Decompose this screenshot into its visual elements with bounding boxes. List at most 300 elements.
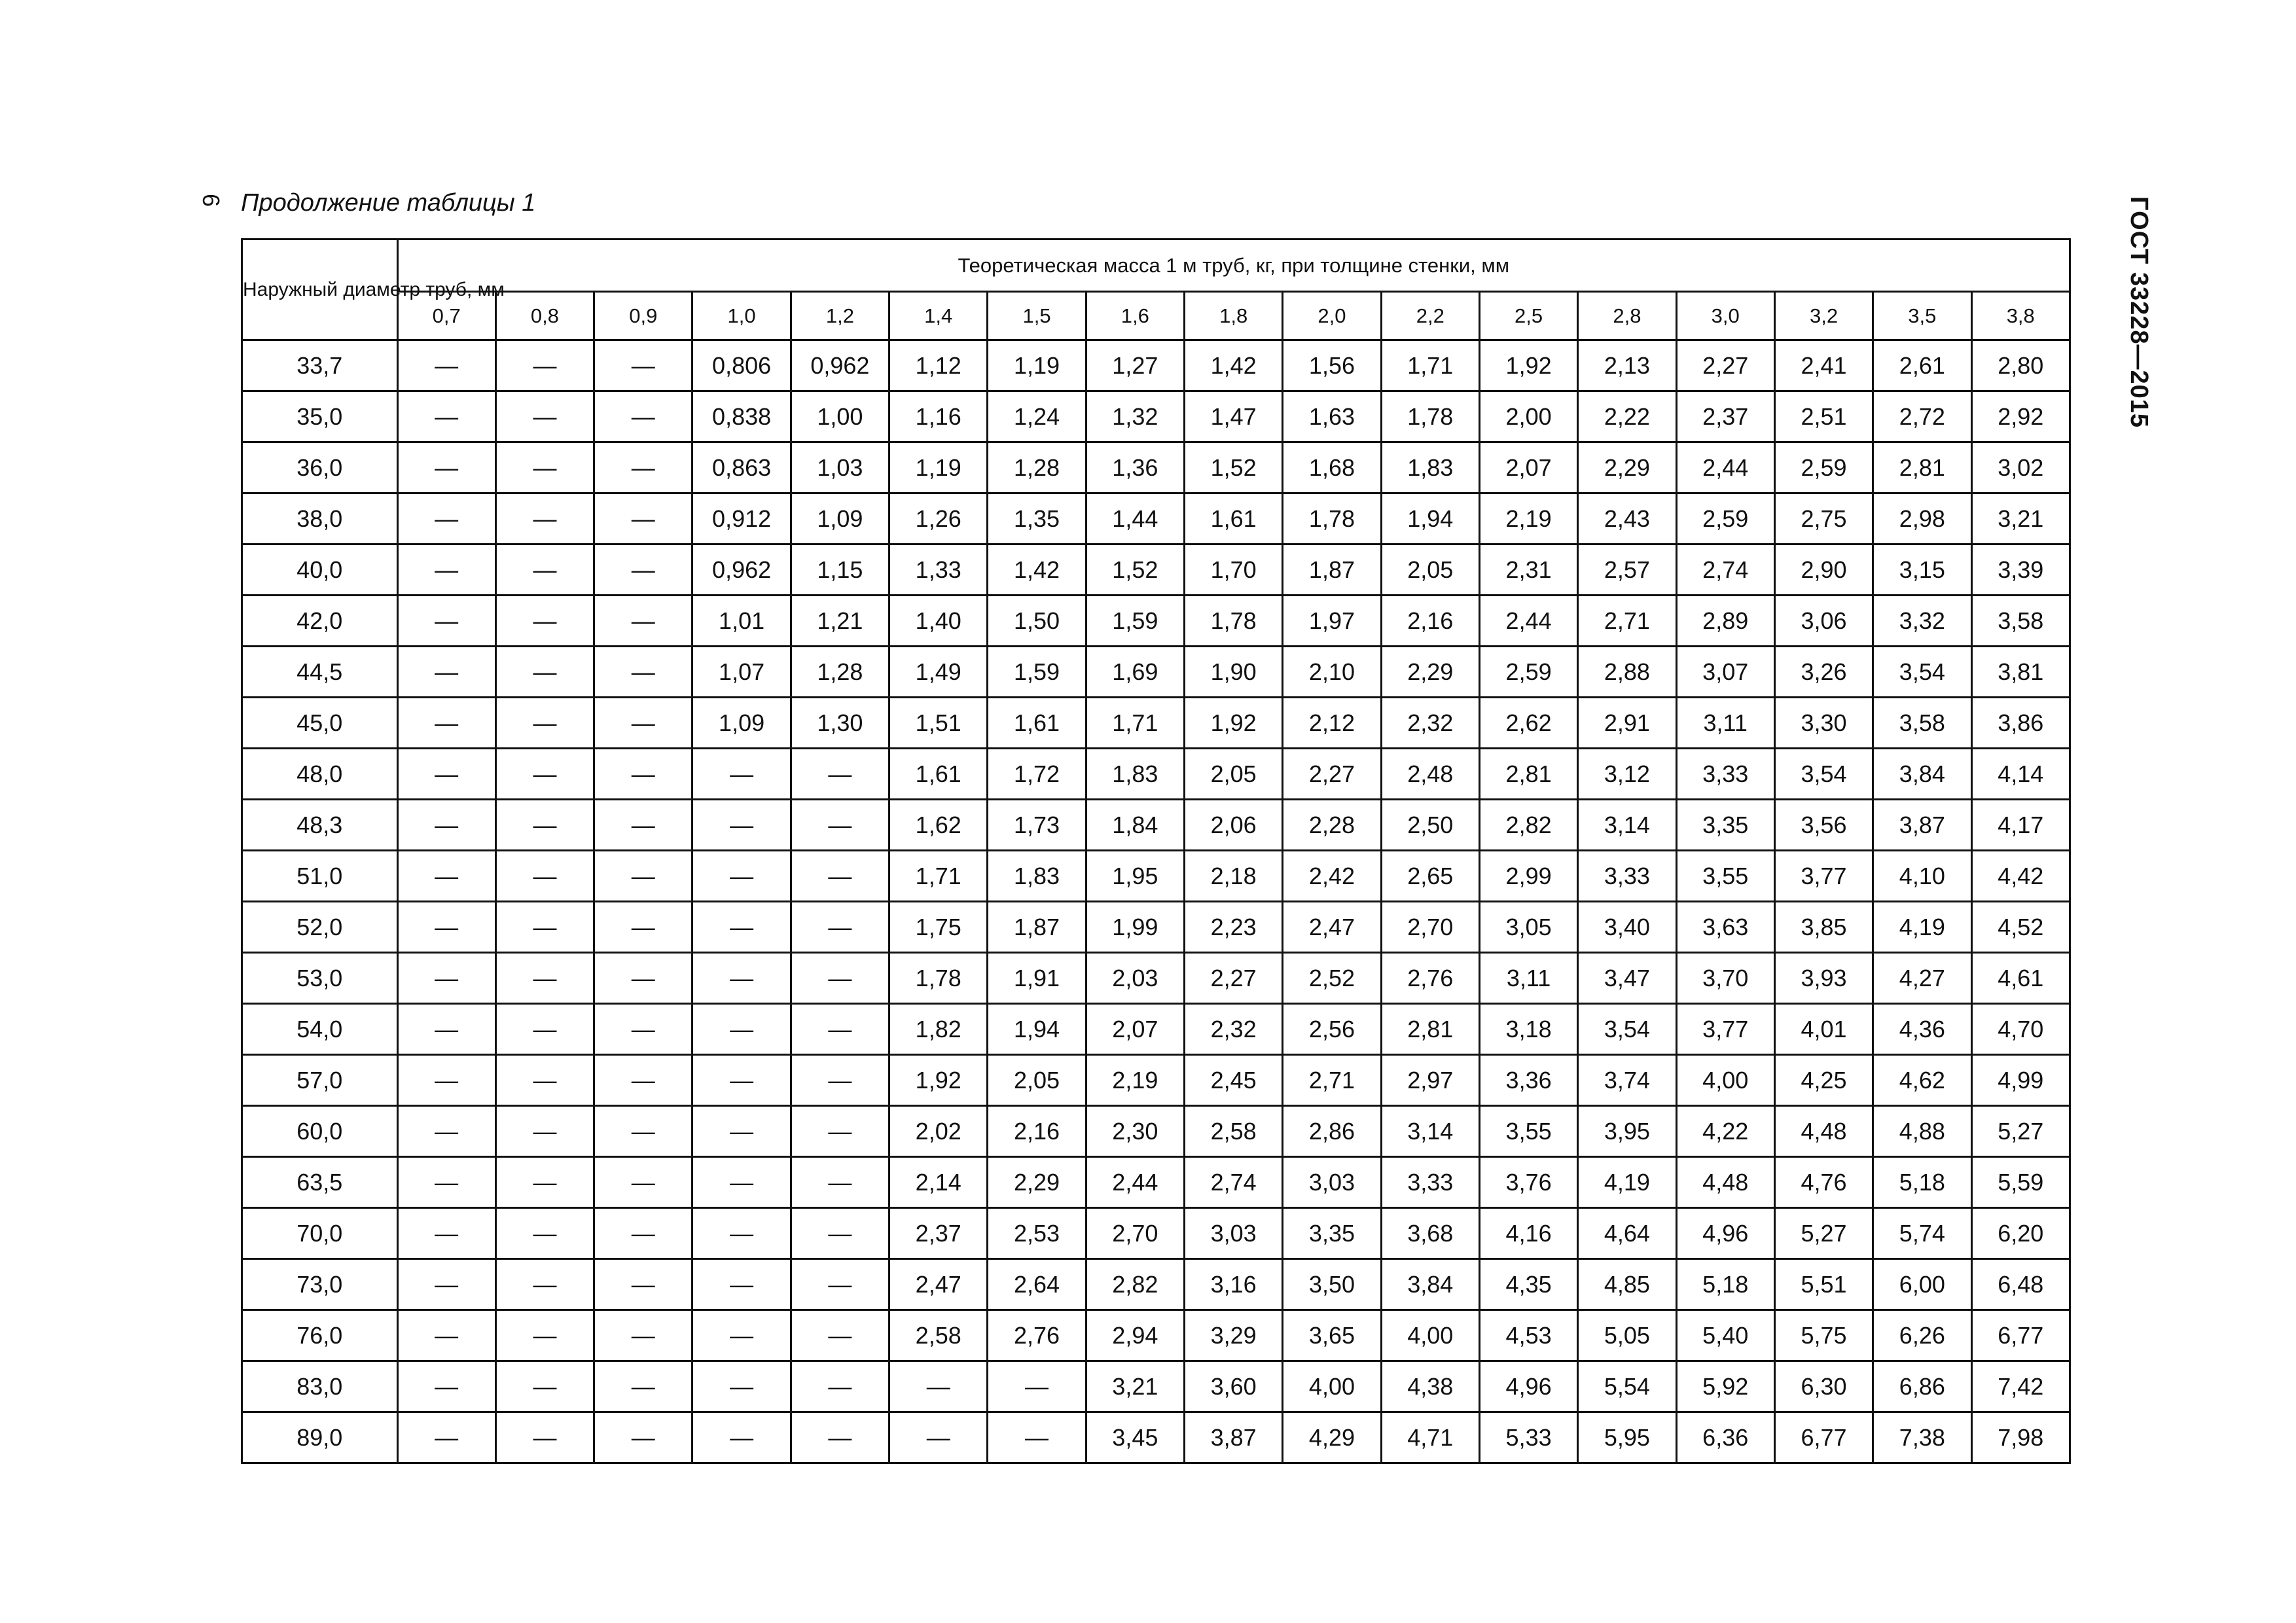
mass-cell: 4,00	[1676, 1055, 1774, 1106]
mass-cell: 2,82	[1086, 1259, 1184, 1310]
mass-cell: 1,44	[1086, 493, 1184, 544]
mass-cell: 1,68	[1283, 442, 1381, 493]
mass-cell: 4,19	[1873, 902, 1971, 953]
mass-cell: 1,52	[1086, 544, 1184, 596]
mass-cell: 2,05	[988, 1055, 1086, 1106]
mass-cell: —	[397, 544, 495, 596]
mass-cell: 1,24	[988, 391, 1086, 442]
mass-cell: 1,51	[889, 698, 988, 749]
mass-cell: 1,70	[1185, 544, 1283, 596]
mass-cell: 2,58	[1185, 1106, 1283, 1157]
mass-cell: —	[692, 1157, 791, 1208]
thickness-header-cell: 2,8	[1578, 292, 1676, 340]
mass-cell: —	[495, 851, 594, 902]
mass-cell: 2,58	[889, 1310, 988, 1361]
mass-cell: 5,18	[1676, 1259, 1774, 1310]
mass-cell: 1,71	[889, 851, 988, 902]
table-row	[242, 1106, 2070, 1157]
mass-cell: 2,28	[1283, 800, 1381, 851]
mass-cell: —	[692, 1004, 791, 1055]
mass-cell: —	[594, 1310, 692, 1361]
mass-cell: 3,65	[1283, 1310, 1381, 1361]
mass-cell: —	[889, 1412, 988, 1463]
mass-cell: —	[988, 1361, 1086, 1412]
mass-cell: 1,90	[1185, 647, 1283, 698]
table-row	[242, 749, 2070, 800]
table-row	[242, 647, 2070, 698]
mass-cell: 3,11	[1479, 953, 1577, 1004]
mass-cell: —	[791, 1361, 889, 1412]
mass-cell: 2,88	[1578, 647, 1676, 698]
mass-cell: 5,75	[1774, 1310, 1873, 1361]
mass-cell: 2,45	[1185, 1055, 1283, 1106]
thickness-header-cell: 3,8	[1971, 292, 2070, 340]
mass-cell: —	[495, 442, 594, 493]
mass-cell: 1,71	[1086, 698, 1184, 749]
mass-cell: 2,27	[1185, 953, 1283, 1004]
mass-cell: 3,18	[1479, 1004, 1577, 1055]
diameter-cell: 35,0	[242, 391, 398, 442]
mass-cell: 1,95	[1086, 851, 1184, 902]
mass-cell: —	[692, 1310, 791, 1361]
mass-cell: 2,74	[1676, 544, 1774, 596]
thickness-header-row	[242, 292, 2070, 340]
mass-cell: 5,18	[1873, 1157, 1971, 1208]
mass-cell: 2,19	[1479, 493, 1577, 544]
mass-cell: 4,88	[1873, 1106, 1971, 1157]
mass-cell: 1,82	[889, 1004, 988, 1055]
mass-cell: 4,36	[1873, 1004, 1971, 1055]
mass-cell: —	[397, 1259, 495, 1310]
mass-cell: 3,58	[1971, 596, 2070, 647]
mass-cell: 4,29	[1283, 1412, 1381, 1463]
mass-cell: —	[692, 953, 791, 1004]
mass-cell: 1,49	[889, 647, 988, 698]
mass-cell: 2,59	[1676, 493, 1774, 544]
mass-cell: 3,74	[1578, 1055, 1676, 1106]
mass-cell: 2,99	[1479, 851, 1577, 902]
mass-cell: 3,68	[1381, 1208, 1479, 1259]
mass-cell: 1,59	[1086, 596, 1184, 647]
mass-cell: 2,44	[1676, 442, 1774, 493]
mass-cell: 2,59	[1479, 647, 1577, 698]
mass-cell: —	[397, 1310, 495, 1361]
mass-cell: 3,33	[1578, 851, 1676, 902]
mass-cell: —	[791, 1208, 889, 1259]
document-code: ГОСТ 33228—2015	[2125, 196, 2153, 429]
mass-cell: —	[594, 391, 692, 442]
mass-cell: 2,76	[988, 1310, 1086, 1361]
table-row	[242, 1361, 2070, 1412]
mass-cell: —	[397, 800, 495, 851]
mass-cell: —	[495, 1412, 594, 1463]
mass-cell: 4,16	[1479, 1208, 1577, 1259]
mass-cell: —	[692, 1208, 791, 1259]
mass-cell: 3,56	[1774, 800, 1873, 851]
mass-cell: 1,30	[791, 698, 889, 749]
mass-cell: 1,92	[1479, 340, 1577, 391]
mass-cell: 4,27	[1873, 953, 1971, 1004]
mass-cell: 2,32	[1381, 698, 1479, 749]
mass-cell: 0,806	[692, 340, 791, 391]
mass-cell: —	[495, 596, 594, 647]
mass-cell: 2,91	[1578, 698, 1676, 749]
mass-cell: 1,40	[889, 596, 988, 647]
mass-cell: 2,89	[1676, 596, 1774, 647]
diameter-cell: 76,0	[242, 1310, 398, 1361]
mass-cell: —	[397, 1004, 495, 1055]
mass-cell: 1,83	[1381, 442, 1479, 493]
mass-cell: 5,74	[1873, 1208, 1971, 1259]
mass-cell: 3,85	[1774, 902, 1873, 953]
mass-cell: —	[397, 1106, 495, 1157]
mass-cell: 4,76	[1774, 1157, 1873, 1208]
mass-cell: —	[594, 1106, 692, 1157]
mass-cell: 4,53	[1479, 1310, 1577, 1361]
diameter-cell: 40,0	[242, 544, 398, 596]
mass-cell: 2,16	[988, 1106, 1086, 1157]
table-row	[242, 1157, 2070, 1208]
mass-cell: 4,96	[1676, 1208, 1774, 1259]
mass-cell: 2,32	[1185, 1004, 1283, 1055]
mass-cell: 3,54	[1578, 1004, 1676, 1055]
mass-cell: 4,25	[1774, 1055, 1873, 1106]
thickness-header-cell: 3,5	[1873, 292, 1971, 340]
mass-cell: 3,76	[1479, 1157, 1577, 1208]
mass-cell: —	[397, 851, 495, 902]
mass-cell: 5,40	[1676, 1310, 1774, 1361]
mass-cell: —	[495, 391, 594, 442]
mass-cell: 3,35	[1676, 800, 1774, 851]
mass-cell: —	[692, 749, 791, 800]
mass-cell: —	[495, 544, 594, 596]
mass-cell: 3,87	[1873, 800, 1971, 851]
mass-cell: —	[495, 493, 594, 544]
mass-cell: 2,31	[1479, 544, 1577, 596]
mass-cell: 5,92	[1676, 1361, 1774, 1412]
mass-cell: —	[397, 1157, 495, 1208]
mass-cell: 3,33	[1676, 749, 1774, 800]
mass-cell: 4,14	[1971, 749, 2070, 800]
mass-cell: —	[397, 647, 495, 698]
mass-cell: 2,41	[1774, 340, 1873, 391]
mass-cell: 2,82	[1479, 800, 1577, 851]
thickness-header-cell: 1,2	[791, 292, 889, 340]
mass-cell: 2,44	[1086, 1157, 1184, 1208]
diameter-cell: 70,0	[242, 1208, 398, 1259]
mass-cell: 2,70	[1381, 902, 1479, 953]
mass-cell: 2,53	[988, 1208, 1086, 1259]
mass-cell: 4,42	[1971, 851, 2070, 902]
mass-cell: 4,99	[1971, 1055, 2070, 1106]
mass-cell: —	[594, 1259, 692, 1310]
mass-cell: —	[594, 800, 692, 851]
mass-cell: 2,12	[1283, 698, 1381, 749]
mass-cell: 2,10	[1283, 647, 1381, 698]
diameter-cell: 89,0	[242, 1412, 398, 1463]
mass-cell: 2,50	[1381, 800, 1479, 851]
diameter-cell: 38,0	[242, 493, 398, 544]
mass-cell: 1,61	[988, 698, 1086, 749]
mass-cell: 1,00	[791, 391, 889, 442]
diameter-cell: 33,7	[242, 340, 398, 391]
mass-cell: —	[988, 1412, 1086, 1463]
mass-cell: —	[594, 749, 692, 800]
mass-cell: 3,47	[1578, 953, 1676, 1004]
mass-cell: 1,47	[1185, 391, 1283, 442]
mass-cell: 7,38	[1873, 1412, 1971, 1463]
mass-cell: —	[594, 647, 692, 698]
mass-cell: 1,78	[1283, 493, 1381, 544]
mass-cell: 4,17	[1971, 800, 2070, 851]
mass-cell: 1,61	[1185, 493, 1283, 544]
mass-cell: —	[397, 749, 495, 800]
table-row	[242, 544, 2070, 596]
mass-cell: 3,55	[1479, 1106, 1577, 1157]
mass-cell: 3,06	[1774, 596, 1873, 647]
mass-cell: 2,97	[1381, 1055, 1479, 1106]
mass-cell: 1,72	[988, 749, 1086, 800]
diameter-cell: 45,0	[242, 698, 398, 749]
mass-cell: —	[495, 1106, 594, 1157]
mass-cell: 1,63	[1283, 391, 1381, 442]
mass-cell: 1,16	[889, 391, 988, 442]
thickness-header-cell: 3,2	[1774, 292, 1873, 340]
mass-cell: 2,81	[1873, 442, 1971, 493]
mass-cell: 2,29	[1381, 647, 1479, 698]
mass-cell: 3,63	[1676, 902, 1774, 953]
mass-cell: 2,81	[1381, 1004, 1479, 1055]
thickness-header-cell: 3,0	[1676, 292, 1774, 340]
mass-cell: 3,77	[1774, 851, 1873, 902]
mass-cell: 7,42	[1971, 1361, 2070, 1412]
mass-cell: —	[791, 1055, 889, 1106]
mass-cell: —	[495, 1310, 594, 1361]
mass-cell: —	[594, 698, 692, 749]
thickness-header-cell: 0,8	[495, 292, 594, 340]
thickness-header-cell: 0,7	[397, 292, 495, 340]
table-row	[242, 340, 2070, 391]
mass-cell: 2,43	[1578, 493, 1676, 544]
diameter-cell: 36,0	[242, 442, 398, 493]
mass-cell: 4,19	[1578, 1157, 1676, 1208]
mass-cell: 6,77	[1971, 1310, 2070, 1361]
mass-cell: 1,83	[1086, 749, 1184, 800]
mass-cell: 3,32	[1873, 596, 1971, 647]
mass-cell: 4,85	[1578, 1259, 1676, 1310]
mass-cell: 1,83	[988, 851, 1086, 902]
mass-cell: 1,78	[889, 953, 988, 1004]
mass-cell: —	[495, 800, 594, 851]
mass-cell: —	[594, 340, 692, 391]
mass-cell: 2,72	[1873, 391, 1971, 442]
mass-cell: 6,00	[1873, 1259, 1971, 1310]
mass-cell: 2,05	[1185, 749, 1283, 800]
table-row	[242, 596, 2070, 647]
mass-cell: —	[397, 1361, 495, 1412]
mass-cell: —	[495, 749, 594, 800]
mass-cell: —	[495, 1361, 594, 1412]
table-row	[242, 953, 2070, 1004]
mass-cell: 3,16	[1185, 1259, 1283, 1310]
mass-cell: 5,54	[1578, 1361, 1676, 1412]
mass-cell: 3,45	[1086, 1412, 1184, 1463]
mass-cell: 0,962	[692, 544, 791, 596]
table-row	[242, 442, 2070, 493]
thickness-header-cell: 1,8	[1185, 292, 1283, 340]
diameter-cell: 44,5	[242, 647, 398, 698]
mass-cell: 1,87	[1283, 544, 1381, 596]
mass-cell: 1,28	[791, 647, 889, 698]
mass-cell: —	[791, 1157, 889, 1208]
mass-cell: —	[791, 902, 889, 953]
mass-cell: 3,02	[1971, 442, 2070, 493]
mass-cell: 1,75	[889, 902, 988, 953]
mass-cell: 1,62	[889, 800, 988, 851]
mass-cell: 1,84	[1086, 800, 1184, 851]
mass-cell: 2,52	[1283, 953, 1381, 1004]
mass-cell: 5,51	[1774, 1259, 1873, 1310]
mass-cell: 5,33	[1479, 1412, 1577, 1463]
mass-cell: 2,47	[889, 1259, 988, 1310]
mass-cell: 2,00	[1479, 391, 1577, 442]
mass-cell: 3,14	[1381, 1106, 1479, 1157]
mass-cell: 6,36	[1676, 1412, 1774, 1463]
mass-cell: —	[594, 442, 692, 493]
mass-cell: 2,02	[889, 1106, 988, 1157]
mass-cell: 2,80	[1971, 340, 2070, 391]
mass-cell: —	[397, 596, 495, 647]
mass-cell: 0,838	[692, 391, 791, 442]
mass-cell: 1,21	[791, 596, 889, 647]
diameter-cell: 52,0	[242, 902, 398, 953]
mass-cell: 1,99	[1086, 902, 1184, 953]
table-body	[242, 340, 2070, 1463]
mass-cell: 2,59	[1774, 442, 1873, 493]
mass-cell: 3,11	[1676, 698, 1774, 749]
page-number: 6	[198, 193, 224, 207]
thickness-header-cell: 1,5	[988, 292, 1086, 340]
mass-cell: —	[495, 902, 594, 953]
table-row	[242, 391, 2070, 442]
mass-cell: 1,50	[988, 596, 1086, 647]
mass-cell: 4,00	[1381, 1310, 1479, 1361]
mass-cell: —	[594, 1361, 692, 1412]
mass-cell: —	[791, 1106, 889, 1157]
mass-cell: 5,27	[1774, 1208, 1873, 1259]
mass-cell: 1,56	[1283, 340, 1381, 391]
mass-cell: —	[791, 749, 889, 800]
mass-cell: 1,52	[1185, 442, 1283, 493]
mass-cell: 5,59	[1971, 1157, 2070, 1208]
mass-cell: —	[397, 1412, 495, 1463]
mass-cell: 2,61	[1873, 340, 1971, 391]
table-row	[242, 851, 2070, 902]
table-row	[242, 1004, 2070, 1055]
mass-cell: —	[594, 544, 692, 596]
mass-cell: —	[594, 851, 692, 902]
mass-cell: —	[791, 1310, 889, 1361]
mass-cell: 4,00	[1283, 1361, 1381, 1412]
mass-cell: —	[495, 698, 594, 749]
mass-table	[241, 238, 2071, 1464]
mass-cell: 2,71	[1283, 1055, 1381, 1106]
diameter-cell: 48,3	[242, 800, 398, 851]
diameter-cell: 60,0	[242, 1106, 398, 1157]
table-row	[242, 800, 2070, 851]
mass-cell: 3,21	[1971, 493, 2070, 544]
mass-cell: 2,56	[1283, 1004, 1381, 1055]
mass-cell: 1,32	[1086, 391, 1184, 442]
table-header-row	[242, 240, 2070, 292]
mass-cell: 1,19	[889, 442, 988, 493]
mass-cell: 1,87	[988, 902, 1086, 953]
mass-cell: 1,92	[889, 1055, 988, 1106]
mass-cell: 1,36	[1086, 442, 1184, 493]
mass-cell: 4,52	[1971, 902, 2070, 953]
mass-cell: 2,75	[1774, 493, 1873, 544]
mass-cell: 2,47	[1283, 902, 1381, 953]
mass-cell: 3,05	[1479, 902, 1577, 953]
mass-cell: —	[692, 1106, 791, 1157]
mass-cell: 3,95	[1578, 1106, 1676, 1157]
mass-cell: 4,48	[1774, 1106, 1873, 1157]
mass-cell: —	[594, 493, 692, 544]
mass-cell: 2,98	[1873, 493, 1971, 544]
mass-cell: 3,14	[1578, 800, 1676, 851]
mass-cell: 2,86	[1283, 1106, 1381, 1157]
mass-cell: —	[791, 1259, 889, 1310]
mass-cell: 2,16	[1381, 596, 1479, 647]
mass-cell: 3,84	[1381, 1259, 1479, 1310]
mass-cell: 2,57	[1578, 544, 1676, 596]
mass-cell: 2,29	[988, 1157, 1086, 1208]
table-row	[242, 1310, 2070, 1361]
mass-cell: 1,78	[1381, 391, 1479, 442]
thickness-header-cell: 0,9	[594, 292, 692, 340]
mass-cell: 2,42	[1283, 851, 1381, 902]
mass-cell: 3,21	[1086, 1361, 1184, 1412]
mass-cell: 1,92	[1185, 698, 1283, 749]
mass-cell: 2,23	[1185, 902, 1283, 953]
mass-cell: 3,86	[1971, 698, 2070, 749]
mass-cell: 6,30	[1774, 1361, 1873, 1412]
table-row	[242, 1259, 2070, 1310]
mass-cell: —	[692, 851, 791, 902]
mass-cell: 2,92	[1971, 391, 2070, 442]
mass-cell: —	[692, 1055, 791, 1106]
mass-cell: 2,18	[1185, 851, 1283, 902]
mass-cell: 3,36	[1479, 1055, 1577, 1106]
mass-cell: 2,22	[1578, 391, 1676, 442]
thickness-header-cell: 2,0	[1283, 292, 1381, 340]
table-row	[242, 698, 2070, 749]
mass-cell: 2,37	[889, 1208, 988, 1259]
diameter-cell: 63,5	[242, 1157, 398, 1208]
mass-cell: 3,54	[1774, 749, 1873, 800]
mass-cell: 3,03	[1185, 1208, 1283, 1259]
mass-cell: 4,10	[1873, 851, 1971, 902]
mass-cell: 2,70	[1086, 1208, 1184, 1259]
mass-cell: 1,42	[988, 544, 1086, 596]
mass-cell: 1,42	[1185, 340, 1283, 391]
mass-cell: 3,39	[1971, 544, 2070, 596]
mass-cell: 1,27	[1086, 340, 1184, 391]
mass-cell: —	[594, 1208, 692, 1259]
mass-cell: 3,70	[1676, 953, 1774, 1004]
mass-cell: —	[495, 1259, 594, 1310]
diameter-cell: 51,0	[242, 851, 398, 902]
